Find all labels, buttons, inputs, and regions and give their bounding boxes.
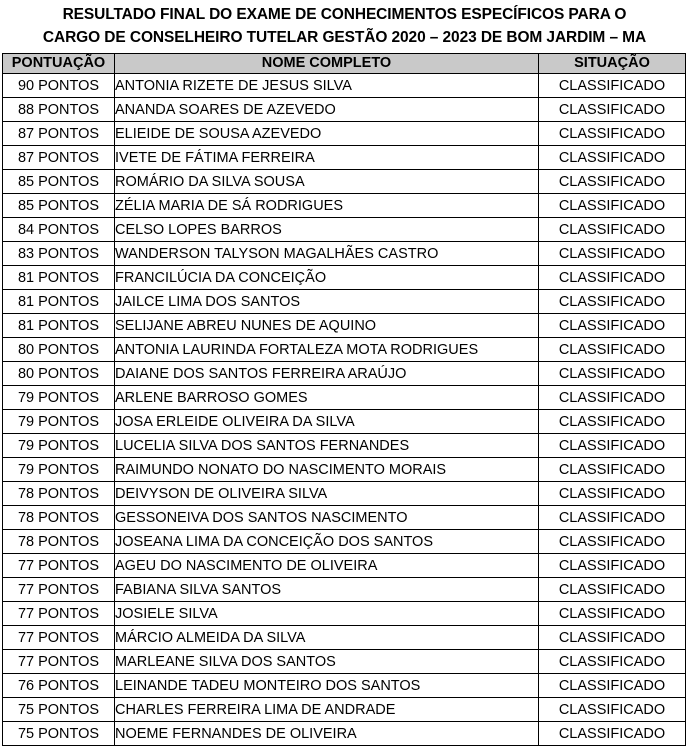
table-row	[3, 242, 686, 266]
name-cell: JAILCE LIMA DOS SANTOS	[115, 290, 539, 314]
table-row	[3, 218, 686, 242]
name-cell: WANDERSON TALYSON MAGALHÃES CASTRO	[115, 242, 539, 266]
table-row	[3, 434, 686, 458]
name-cell: NOEME FERNANDES DE OLIVEIRA	[115, 722, 539, 746]
score-cell: 80 PONTOS	[3, 362, 115, 386]
score-cell: 77 PONTOS	[3, 602, 115, 626]
name-cell: MARLEANE SILVA DOS SANTOS	[115, 650, 539, 674]
results-table	[2, 53, 686, 746]
document-title	[0, 3, 689, 49]
score-cell: 88 PONTOS	[3, 98, 115, 122]
name-cell: MÁRCIO ALMEIDA DA SILVA	[115, 626, 539, 650]
name-cell: DEIVYSON DE OLIVEIRA SILVA	[115, 482, 539, 506]
status-cell: CLASSIFICADO	[539, 266, 686, 290]
status-cell: CLASSIFICADO	[539, 290, 686, 314]
status-cell: CLASSIFICADO	[539, 698, 686, 722]
name-cell: JOSIELE SILVA	[115, 602, 539, 626]
score-cell: 87 PONTOS	[3, 146, 115, 170]
status-cell: CLASSIFICADO	[539, 314, 686, 338]
score-cell: 79 PONTOS	[3, 434, 115, 458]
score-cell: 77 PONTOS	[3, 578, 115, 602]
score-cell: 83 PONTOS	[3, 242, 115, 266]
score-cell: 81 PONTOS	[3, 314, 115, 338]
score-cell: 77 PONTOS	[3, 626, 115, 650]
table-row	[3, 554, 686, 578]
table-row	[3, 290, 686, 314]
name-cell: FRANCILÚCIA DA CONCEIÇÃO	[115, 266, 539, 290]
name-cell: LUCELIA SILVA DOS SANTOS FERNANDES	[115, 434, 539, 458]
status-cell: CLASSIFICADO	[539, 194, 686, 218]
name-cell: GESSONEIVA DOS SANTOS NASCIMENTO	[115, 506, 539, 530]
score-cell: 80 PONTOS	[3, 338, 115, 362]
table-row	[3, 194, 686, 218]
score-cell: 87 PONTOS	[3, 122, 115, 146]
status-cell: CLASSIFICADO	[539, 146, 686, 170]
score-cell: 77 PONTOS	[3, 554, 115, 578]
name-cell: DAIANE DOS SANTOS FERREIRA ARAÚJO	[115, 362, 539, 386]
name-cell: ZÉLIA MARIA DE SÁ RODRIGUES	[115, 194, 539, 218]
name-cell: CELSO LOPES BARROS	[115, 218, 539, 242]
header-status: SITUAÇÃO	[539, 54, 686, 74]
score-cell: 75 PONTOS	[3, 698, 115, 722]
name-cell: FABIANA SILVA SANTOS	[115, 578, 539, 602]
status-cell: CLASSIFICADO	[539, 74, 686, 98]
table-row	[3, 314, 686, 338]
name-cell: ANTONIA LAURINDA FORTALEZA MOTA RODRIGUES	[115, 338, 539, 362]
status-cell: CLASSIFICADO	[539, 170, 686, 194]
status-cell: CLASSIFICADO	[539, 362, 686, 386]
table-row	[3, 698, 686, 722]
table-row	[3, 506, 686, 530]
status-cell: CLASSIFICADO	[539, 338, 686, 362]
score-cell: 77 PONTOS	[3, 650, 115, 674]
score-cell: 78 PONTOS	[3, 482, 115, 506]
table-row	[3, 362, 686, 386]
status-cell: CLASSIFICADO	[539, 578, 686, 602]
table-row	[3, 74, 686, 98]
table-row	[3, 626, 686, 650]
header-name: NOME COMPLETO	[115, 54, 539, 74]
score-cell: 76 PONTOS	[3, 674, 115, 698]
status-cell: CLASSIFICADO	[539, 458, 686, 482]
status-cell: CLASSIFICADO	[539, 722, 686, 746]
name-cell: IVETE DE FÁTIMA FERREIRA	[115, 146, 539, 170]
table-body	[3, 74, 686, 746]
name-cell: RAIMUNDO NONATO DO NASCIMENTO MORAIS	[115, 458, 539, 482]
score-cell: 90 PONTOS	[3, 74, 115, 98]
status-cell: CLASSIFICADO	[539, 386, 686, 410]
table-header-row	[3, 54, 686, 74]
name-cell: ELIEIDE DE SOUSA AZEVEDO	[115, 122, 539, 146]
name-cell: ANTONIA RIZETE DE JESUS SILVA	[115, 74, 539, 98]
table-row	[3, 338, 686, 362]
score-cell: 79 PONTOS	[3, 410, 115, 434]
table-row	[3, 98, 686, 122]
status-cell: CLASSIFICADO	[539, 650, 686, 674]
title-line-2: CARGO DE CONSELHEIRO TUTELAR GESTÃO 2020 – 2023 DE BOM JARDIM – MA	[42, 29, 647, 46]
status-cell: CLASSIFICADO	[539, 218, 686, 242]
table-row	[3, 578, 686, 602]
table-row	[3, 386, 686, 410]
status-cell: CLASSIFICADO	[539, 434, 686, 458]
table-row	[3, 530, 686, 554]
name-cell: LEINANDE TADEU MONTEIRO DOS SANTOS	[115, 674, 539, 698]
status-cell: CLASSIFICADO	[539, 506, 686, 530]
name-cell: JOSA ERLEIDE OLIVEIRA DA SILVA	[115, 410, 539, 434]
status-cell: CLASSIFICADO	[539, 410, 686, 434]
score-cell: 79 PONTOS	[3, 386, 115, 410]
score-cell: 79 PONTOS	[3, 458, 115, 482]
header-score: PONTUAÇÃO	[3, 54, 115, 74]
name-cell: ARLENE BARROSO GOMES	[115, 386, 539, 410]
status-cell: CLASSIFICADO	[539, 242, 686, 266]
score-cell: 75 PONTOS	[3, 722, 115, 746]
status-cell: CLASSIFICADO	[539, 482, 686, 506]
table-row	[3, 170, 686, 194]
table-row	[3, 650, 686, 674]
score-cell: 78 PONTOS	[3, 506, 115, 530]
name-cell: ANANDA SOARES DE AZEVEDO	[115, 98, 539, 122]
status-cell: CLASSIFICADO	[539, 530, 686, 554]
table-row	[3, 122, 686, 146]
status-cell: CLASSIFICADO	[539, 626, 686, 650]
name-cell: SELIJANE ABREU NUNES DE AQUINO	[115, 314, 539, 338]
name-cell: JOSEANA LIMA DA CONCEIÇÃO DOS SANTOS	[115, 530, 539, 554]
table-row	[3, 482, 686, 506]
name-cell: AGEU DO NASCIMENTO DE OLIVEIRA	[115, 554, 539, 578]
status-cell: CLASSIFICADO	[539, 602, 686, 626]
score-cell: 84 PONTOS	[3, 218, 115, 242]
table-row	[3, 266, 686, 290]
score-cell: 81 PONTOS	[3, 266, 115, 290]
score-cell: 85 PONTOS	[3, 194, 115, 218]
status-cell: CLASSIFICADO	[539, 122, 686, 146]
title-line-1: RESULTADO FINAL DO EXAME DE CONHECIMENTOS ESPECÍFICOS PARA O	[62, 6, 627, 23]
table-row	[3, 674, 686, 698]
table-row	[3, 410, 686, 434]
table-row	[3, 722, 686, 746]
table-row	[3, 602, 686, 626]
name-cell: ROMÁRIO DA SILVA SOUSA	[115, 170, 539, 194]
score-cell: 81 PONTOS	[3, 290, 115, 314]
status-cell: CLASSIFICADO	[539, 674, 686, 698]
table-row	[3, 146, 686, 170]
status-cell: CLASSIFICADO	[539, 98, 686, 122]
name-cell: CHARLES FERREIRA LIMA DE ANDRADE	[115, 698, 539, 722]
status-cell: CLASSIFICADO	[539, 554, 686, 578]
table-row	[3, 458, 686, 482]
score-cell: 85 PONTOS	[3, 170, 115, 194]
score-cell: 78 PONTOS	[3, 530, 115, 554]
